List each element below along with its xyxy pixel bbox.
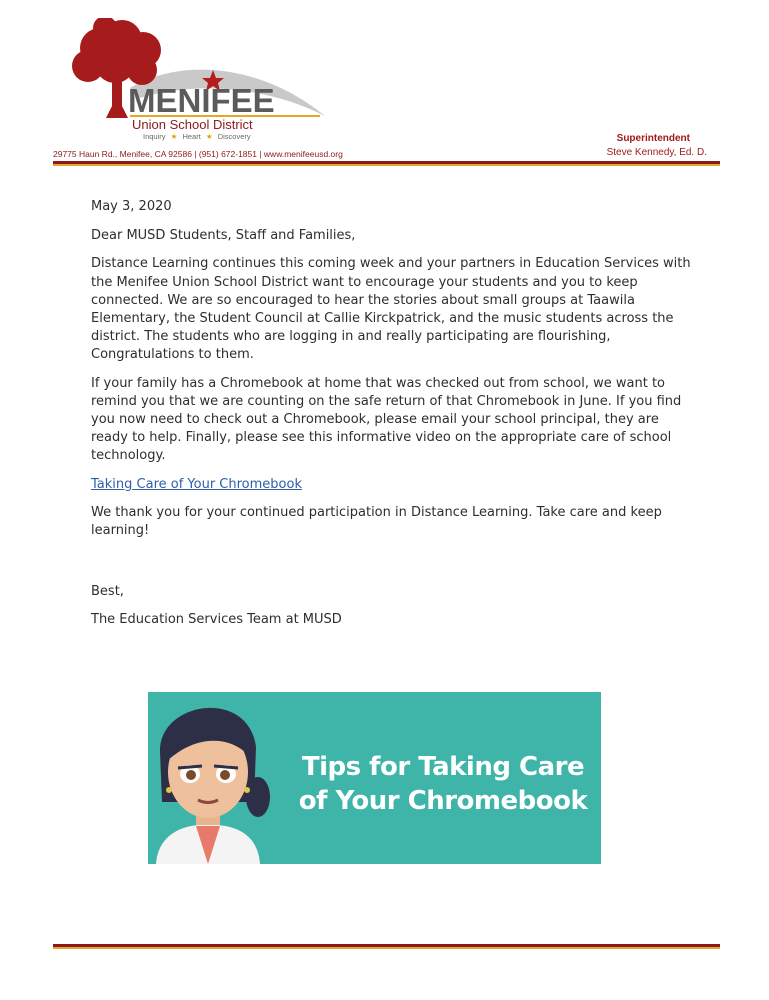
letter-salutation: Dear MUSD Students, Staff and Families, bbox=[91, 228, 356, 244]
letterhead bbox=[0, 0, 769, 170]
star-icon: ★ bbox=[170, 132, 178, 141]
tagline-inquiry: Inquiry bbox=[143, 132, 166, 141]
letter-paragraph-3: We thank you for your continued participation in Distance Learning. Take care and keep learning! bbox=[91, 504, 662, 539]
letter-signature: The Education Services Team at MUSD bbox=[91, 612, 342, 628]
video-title bbox=[298, 750, 588, 818]
district-name: MENIFEE bbox=[128, 82, 275, 119]
letter-paragraph-1: Distance Learning continues this coming week and your partners in Education Services with the Menifee Union School District want to encourage your students and you to keep connected. We are so encouraged to hear the stories about small groups at Taawila Elementary, the Student Council at Callie Kirckpatrick, and the music students across the district. The students who are logging in and really participating are flourishing, Congratulations to them. bbox=[91, 256, 691, 363]
superintendent-title: Superintendent bbox=[616, 133, 690, 144]
star-icon: ★ bbox=[205, 132, 213, 141]
video-title-line-1: Tips for Taking Care bbox=[301, 752, 585, 782]
letter-date: May 3, 2020 bbox=[91, 199, 172, 214]
footer-rule-gold bbox=[53, 947, 720, 949]
letter-paragraph-2: If your family has a Chromebook at home that was checked out from school, we want to remind you that we are counting on the safe return of that Chromebook in June. If you find you now need to check out a Chromebook, please email your school principal, they are ready to help. Finally, please see this informative video on the appropriate care of school technology. bbox=[91, 375, 682, 464]
tagline-discovery: Discovery bbox=[217, 132, 251, 141]
district-subtitle: Union School District bbox=[132, 117, 253, 132]
tagline bbox=[143, 132, 251, 141]
video-title-line-2: of Your Chromebook bbox=[298, 786, 588, 816]
header-rule-gold bbox=[53, 164, 720, 166]
chromebook-video-link[interactable]: Taking Care of Your Chromebook bbox=[91, 476, 302, 492]
video-thumbnail[interactable] bbox=[148, 692, 601, 864]
tagline-heart: Heart bbox=[182, 132, 201, 141]
presenter-illustration bbox=[148, 692, 298, 864]
letter-body bbox=[91, 198, 691, 640]
district-address: 29775 Haun Rd., Menifee, CA 92586 | (951) 672-1851 | www.menifeeusd.org bbox=[53, 149, 343, 159]
superintendent-name: Steve Kennedy, Ed. D. bbox=[606, 147, 707, 158]
letter-closing: Best, bbox=[91, 584, 124, 600]
